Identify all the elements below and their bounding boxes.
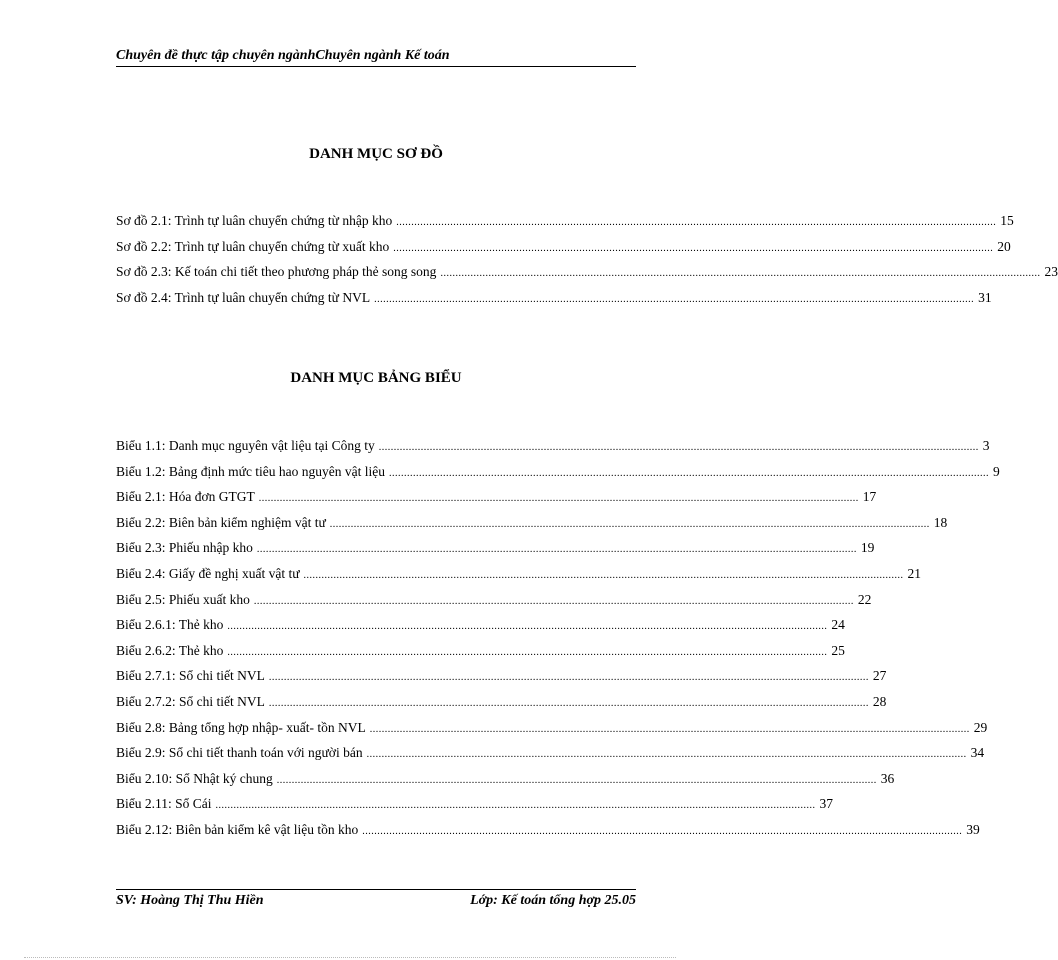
toc-entry-page: 34 bbox=[970, 745, 985, 761]
toc-entry-label: Biểu 2.8: Bảng tổng hợp nhập- xuất- tồn NVL bbox=[116, 719, 366, 735]
toc-entry-label: Biểu 2.11: Sổ Cái bbox=[116, 796, 212, 812]
dot-leader: ........................................................................................................................................................................................................ bbox=[366, 749, 967, 761]
toc-entry-label: Biểu 2.9: Sổ chi tiết thanh toán với người bán bbox=[116, 745, 363, 761]
footer-class: Lớp: Kế toán tổng hợp 25.05 bbox=[470, 893, 636, 908]
dot-leader: ........................................................................................................................................................................................................ bbox=[258, 493, 859, 505]
toc-entry bbox=[116, 766, 895, 792]
toc-entry-page: 28 bbox=[872, 693, 887, 709]
toc-entry-page: 22 bbox=[857, 591, 872, 607]
dot-leader: ........................................................................................................................................................................................................ bbox=[268, 672, 869, 684]
toc-entry bbox=[116, 587, 872, 613]
toc-entry-label: Biểu 2.7.2: Sổ chi tiết NVL bbox=[116, 693, 265, 709]
toc-entry bbox=[116, 510, 948, 536]
dot-leader: ........................................................................................................................................................................................................ bbox=[374, 293, 975, 305]
toc-entry-page: 20 bbox=[997, 238, 1011, 254]
toc-entry-label: Biểu 2.3: Phiếu nhập kho bbox=[116, 540, 253, 556]
toc-entry-label: Biểu 2.4: Giấy đề nghị xuất vật tư bbox=[116, 565, 300, 581]
dot-leader: ........................................................................................................................................................................................................ bbox=[276, 774, 877, 786]
footer-student: SV: Hoàng Thị Thu Hiền bbox=[116, 893, 264, 908]
dot-leader: ........................................................................................................................................................................................................ bbox=[389, 467, 990, 479]
toc-entry bbox=[116, 459, 1000, 485]
toc-entry bbox=[116, 234, 1011, 260]
toc-entry-label: Biểu 2.5: Phiếu xuất kho bbox=[116, 591, 250, 607]
diagram-list bbox=[116, 208, 1058, 310]
toc-entry bbox=[116, 561, 922, 587]
dot-leader: ........................................................................................................................................................................................................ bbox=[227, 646, 828, 658]
toc-entry-page: 21 bbox=[907, 565, 922, 581]
dot-leader: ........................................................................................................................................................................................................ bbox=[362, 825, 963, 837]
page-header bbox=[116, 46, 636, 67]
toc-entry-page: 27 bbox=[872, 668, 887, 684]
toc-entry-label: Biểu 2.10: Sổ Nhật ký chung bbox=[116, 770, 273, 786]
toc-entry-page: 23 bbox=[1044, 264, 1058, 280]
toc-entry bbox=[116, 689, 887, 715]
toc-entry-page: 39 bbox=[966, 821, 980, 837]
toc-entry-page: 31 bbox=[978, 289, 992, 305]
footer-divider bbox=[116, 889, 636, 890]
toc-entry-label: Biểu 2.1: Hóa đơn GTGT bbox=[116, 489, 255, 505]
toc-entry-label: Biểu 2.6.1: Thẻ kho bbox=[116, 617, 224, 633]
page-footer bbox=[116, 893, 636, 909]
toc-entry bbox=[116, 612, 845, 638]
toc-entry-label: Sơ đồ 2.1: Trình tự luân chuyển chứng từ nhập kho bbox=[116, 213, 393, 228]
toc-entry-page: 15 bbox=[1000, 213, 1014, 228]
toc-entry-label: Biểu 1.2: Bảng định mức tiêu hao nguyên vật liệu bbox=[116, 463, 386, 479]
toc-entry-label: Biểu 2.7.1: Sổ chi tiết NVL bbox=[116, 668, 265, 684]
table-list bbox=[116, 433, 1000, 843]
header-title: Chuyên đề thực tập chuyên ngànhChuyên ngành Kế toán bbox=[116, 48, 450, 63]
toc-entry bbox=[116, 791, 834, 817]
dot-leader: ........................................................................................................................................................................................................ bbox=[303, 569, 904, 581]
table-list-title: DANH MỤC BẢNG BIỂU bbox=[290, 370, 462, 386]
dot-leader: ........................................................................................................................................................................................................ bbox=[329, 518, 930, 530]
dot-leader: ........................................................................................................................................................................................................ bbox=[256, 544, 857, 556]
toc-entry bbox=[116, 663, 887, 689]
toc-entry-page: 3 bbox=[982, 438, 990, 453]
toc-entry-page: 36 bbox=[880, 770, 895, 786]
toc-entry bbox=[116, 740, 985, 766]
toc-entry-page: 18 bbox=[933, 514, 948, 530]
toc-entry-page: 17 bbox=[862, 489, 877, 505]
toc-entry-label: Sơ đồ 2.2: Trình tự luân chuyển chứng từ xuất kho bbox=[116, 238, 390, 254]
toc-entry-label: Biểu 2.6.2: Thẻ kho bbox=[116, 642, 224, 658]
diagram-list-title: DANH MỤC SƠ ĐỒ bbox=[309, 146, 443, 162]
toc-entry bbox=[116, 535, 875, 561]
toc-entry-page: 19 bbox=[860, 540, 875, 556]
dot-leader: ........................................................................................................................................................................................................ bbox=[393, 242, 994, 254]
toc-entry-label: Biểu 2.2: Biên bản kiểm nghiệm vật tư bbox=[116, 514, 326, 530]
dot-leader: ........................................................................................................................................................................................................ bbox=[268, 697, 869, 709]
toc-entry bbox=[116, 259, 1058, 285]
dot-leader: ........................................................................................................................................................................................................ bbox=[396, 217, 997, 228]
toc-entry-page: 37 bbox=[819, 796, 834, 812]
toc-entry bbox=[116, 638, 845, 664]
toc-entry-page: 9 bbox=[993, 463, 1000, 479]
dot-leader: ........................................................................................................................................................................................................ bbox=[215, 800, 816, 812]
page-bottom-border bbox=[24, 957, 676, 958]
dot-leader: ........................................................................................................................................................................................................ bbox=[253, 595, 854, 607]
toc-entry-page: 25 bbox=[831, 642, 845, 658]
dot-leader: ........................................................................................................................................................................................................ bbox=[378, 442, 979, 453]
toc-entry-label: Biểu 1.1: Danh mục nguyên vật liệu tại Công ty bbox=[116, 438, 375, 453]
toc-entry-label: Sơ đồ 2.3: Kế toán chi tiết theo phương pháp thẻ song song bbox=[116, 264, 437, 280]
toc-entry-page: 24 bbox=[831, 617, 845, 633]
toc-entry-label: Biểu 2.12: Biên bản kiểm kê vật liệu tồn kho bbox=[116, 821, 359, 837]
dot-leader: ........................................................................................................................................................................................................ bbox=[440, 268, 1041, 280]
toc-entry bbox=[116, 484, 877, 510]
toc-entry bbox=[116, 433, 990, 459]
toc-entry-page: 29 bbox=[973, 719, 988, 735]
toc-entry bbox=[116, 715, 988, 741]
toc-entry bbox=[116, 817, 980, 843]
toc-entry bbox=[116, 285, 992, 311]
toc-entry bbox=[116, 208, 1014, 234]
toc-entry-label: Sơ đồ 2.4: Trình tự luân chuyển chứng từ NVL bbox=[116, 289, 371, 305]
dot-leader: ........................................................................................................................................................................................................ bbox=[227, 621, 828, 633]
dot-leader: ........................................................................................................................................................................................................ bbox=[369, 723, 970, 735]
